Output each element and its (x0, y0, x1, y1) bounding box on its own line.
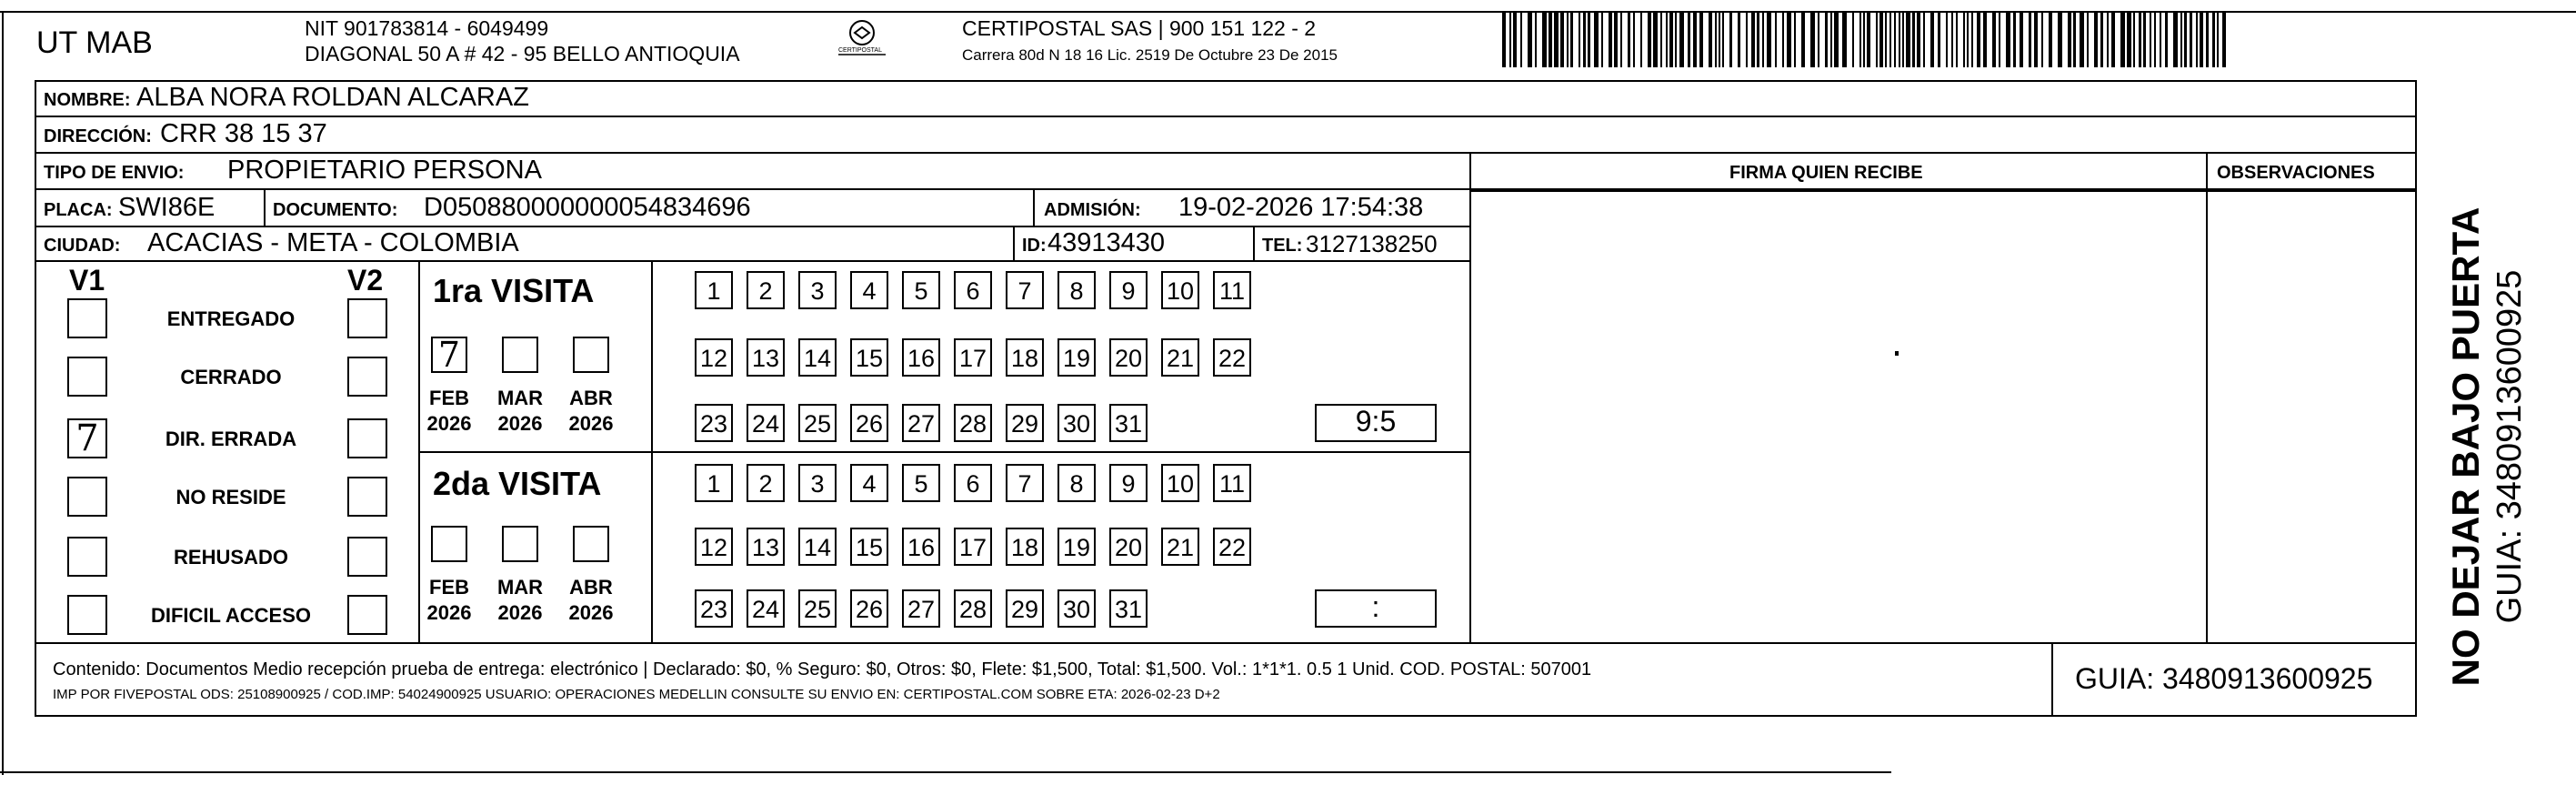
barcode-bar (2222, 11, 2226, 67)
barcode-bar (1917, 11, 1920, 67)
barcode-bar (1787, 11, 1791, 67)
barcode-bar (2206, 11, 2209, 67)
v2-checkbox[interactable] (347, 595, 387, 635)
barcode-bar (2165, 11, 2168, 67)
visit2-day-box[interactable]: 5 (902, 464, 940, 502)
barcode-bar (1842, 11, 1847, 67)
visit1-day-box[interactable]: 7 (1006, 271, 1044, 309)
barcode-bar (1614, 11, 1618, 67)
status-option-label: REHUSADO (174, 546, 288, 569)
nombre-label: NOMBRE: (44, 90, 131, 110)
barcode (1502, 11, 2231, 67)
tipo-envio-value: PROPIETARIO PERSONA (227, 156, 542, 185)
visit1-day-box[interactable]: 28 (954, 404, 992, 442)
barcode-bar (1810, 11, 1815, 67)
barcode-bar (1801, 11, 1805, 67)
barcode-bar (1509, 11, 1511, 67)
ciudad-value: ACACIAS - META - COLOMBIA (147, 228, 519, 257)
barcode-bar (2150, 11, 2151, 67)
visit1-day-box[interactable]: 30 (1057, 404, 1096, 442)
carrier-address: Carrera 80d N 18 16 Lic. 2519 De Octubre 23 De 2015 (962, 46, 1338, 64)
visit2-day-box[interactable]: 11 (1213, 464, 1251, 502)
barcode-bar (1794, 11, 1796, 67)
tipo-envio-label: TIPO DE ENVIO: (44, 163, 185, 183)
barcode-bar (1956, 11, 1958, 67)
barcode-bar (1863, 11, 1865, 67)
visit1-day-box[interactable]: 21 (1161, 338, 1199, 377)
status-option-label: ENTREGADO (166, 307, 296, 330)
visit1-month-checkbox[interactable] (573, 337, 609, 373)
visit2-day-box[interactable]: 22 (1213, 528, 1251, 566)
status-option-label: CERRADO (180, 366, 282, 388)
barcode-bar (1620, 11, 1622, 67)
barcode-bar (1738, 11, 1740, 67)
status-option-label: NO RESIDE (175, 486, 286, 508)
barcode-bar (1699, 11, 1703, 67)
barcode-bar (2184, 11, 2187, 67)
barcode-bar (1528, 11, 1532, 67)
visit2-title: 2da VISITA (433, 465, 602, 502)
signature-mark (1895, 351, 1899, 356)
visit1-day-box[interactable]: 16 (902, 338, 940, 377)
direccion-value: CRR 38 15 37 (160, 119, 327, 148)
placa-value: SWI86E (118, 193, 216, 222)
left-edge-line (2, 11, 4, 775)
barcode-bar (1830, 11, 1832, 67)
barcode-bar (1762, 11, 1764, 67)
barcode-bar (2173, 11, 2178, 67)
barcode-bar (1946, 11, 1948, 67)
visit1-day-box[interactable]: 17 (954, 338, 992, 377)
visit1-day-box[interactable]: 18 (1006, 338, 1044, 377)
visit2-month-checkbox[interactable] (431, 526, 467, 562)
v2-checkbox[interactable] (347, 418, 387, 458)
visit2-day-box[interactable]: 8 (1057, 464, 1096, 502)
visit1-day-box[interactable]: 2 (747, 271, 785, 309)
visit2-day-box[interactable]: 9 (1109, 464, 1148, 502)
visit1-day-box[interactable]: 20 (1109, 338, 1148, 377)
barcode-bar (2034, 11, 2038, 67)
barcode-bar (1983, 11, 1987, 67)
v1-checkbox[interactable]: 7 (67, 418, 107, 458)
visit2-day-box[interactable]: 17 (954, 528, 992, 566)
visit1-day-box[interactable]: 19 (1057, 338, 1096, 377)
visit2-day-box[interactable]: 1 (695, 464, 733, 502)
barcode-bar (1633, 11, 1635, 67)
visit1-day-box[interactable]: 8 (1057, 271, 1096, 309)
footer-guia: GUIA: 3480913600925 (2075, 662, 2373, 695)
row-line (35, 152, 2417, 154)
barcode-bar (1594, 11, 1599, 67)
barcode-bar (1818, 11, 1819, 67)
divider-placa (264, 188, 266, 226)
barcode-bar (2041, 11, 2043, 67)
barcode-bar (1852, 11, 1854, 67)
barcode-bar (1867, 11, 1870, 67)
barcode-bar (1588, 11, 1590, 67)
visit2-day-box[interactable]: 19 (1057, 528, 1096, 566)
visit1-day-box[interactable]: 13 (747, 338, 785, 377)
barcode-bar (1628, 11, 1630, 67)
divider-tel (1253, 226, 1255, 260)
direccion-label: DIRECCIÓN: (44, 126, 152, 146)
barcode-bar (2100, 11, 2103, 67)
barcode-bar (1583, 11, 1586, 67)
visit2-day-box[interactable]: 18 (1006, 528, 1044, 566)
visit2-day-box[interactable]: 21 (1161, 528, 1199, 566)
barcode-bar (1669, 11, 1673, 67)
barcode-bar (2020, 11, 2023, 67)
barcode-bar (1894, 11, 1896, 67)
barcode-bar (1609, 11, 1612, 67)
barcode-bar (2013, 11, 2016, 67)
barcode-bar (1757, 11, 1759, 67)
v2-checkbox[interactable] (347, 477, 387, 517)
barcode-bar (2143, 11, 2146, 67)
barcode-bar (1601, 11, 1603, 67)
side-guia: GUIA: 3480913600925 (2491, 269, 2529, 624)
visit2-day-box[interactable]: 20 (1109, 528, 1148, 566)
barcode-bar (1992, 11, 1996, 67)
visit2-day-box[interactable]: 26 (850, 589, 888, 628)
v1-checkbox[interactable] (67, 537, 107, 577)
row-line (35, 116, 2417, 117)
nombre-value: ALBA NORA ROLDAN ALCARAZ (136, 83, 529, 112)
visit2-day-box[interactable]: 4 (850, 464, 888, 502)
visit1-month-label: ABR 2026 (568, 387, 614, 435)
barcode-bar (2180, 11, 2182, 67)
v1-checkbox[interactable] (67, 298, 107, 338)
placa-label: PLACA: (44, 200, 113, 220)
divider-observaciones (2206, 152, 2208, 642)
barcode-bar (1963, 11, 1965, 67)
barcode-bar (1938, 11, 1940, 67)
documento-value: D050880000000054834696 (424, 193, 751, 222)
barcode-bar (1906, 11, 1910, 67)
barcode-bar (1513, 11, 1517, 67)
visit1-month-label: FEB 2026 (426, 387, 472, 435)
barcode-bar (2049, 11, 2052, 67)
visit2-day-box[interactable]: 12 (695, 528, 733, 566)
v2-checkbox[interactable] (347, 537, 387, 577)
logo-caption: CERTIPOSTAL (838, 47, 882, 54)
barcode-bar (1859, 11, 1861, 67)
visit2-day-box[interactable]: 25 (798, 589, 837, 628)
barcode-bar (1885, 11, 1887, 67)
barcode-bar (1567, 11, 1569, 67)
barcode-bar (1653, 11, 1658, 67)
barcode-bar (1693, 11, 1697, 67)
barcode-bar (1570, 11, 1573, 67)
barcode-bar (2200, 11, 2203, 67)
visit2-day-box[interactable]: 16 (902, 528, 940, 566)
tel-label: TEL: (1262, 236, 1303, 256)
barcode-bar (2120, 11, 2125, 67)
admision-value: 19-02-2026 17:54:38 (1178, 193, 1424, 222)
visit1-month-label: MAR 2026 (496, 387, 544, 435)
barcode-bar (1951, 11, 1953, 67)
admision-label: ADMISIÓN: (1044, 200, 1141, 220)
barcode-bar (2127, 11, 2131, 67)
visit2-day-box[interactable]: 31 (1109, 589, 1148, 628)
row-line (35, 642, 2417, 644)
company-name: UT MAB (36, 25, 153, 60)
visit1-day-box[interactable]: 26 (850, 404, 888, 442)
divider-admision (1033, 188, 1035, 226)
barcode-bar (1520, 11, 1522, 67)
carrier-name: CERTIPOSTAL SAS | 900 151 122 - 2 (962, 16, 1317, 40)
id-label: ID: (1022, 236, 1047, 256)
visit2-time-box[interactable]: : (1315, 589, 1437, 628)
barcode-bar (1879, 11, 1883, 67)
visit2-day-box[interactable]: 23 (695, 589, 733, 628)
ciudad-label: CIUDAD: (44, 236, 121, 256)
barcode-bar (2190, 11, 2192, 67)
barcode-bar (1876, 11, 1878, 67)
visit1-day-box[interactable]: 14 (798, 338, 837, 377)
barcode-bar (2087, 11, 2089, 67)
company-nit: NIT 901783814 - 6049499 (305, 16, 549, 40)
visit1-month-checkbox[interactable] (502, 337, 538, 373)
barcode-bar (1767, 11, 1771, 67)
barcode-bar (1715, 11, 1717, 67)
id-value: 43913430 (1047, 228, 1166, 257)
visit2-month-checkbox[interactable] (502, 526, 538, 562)
visit2-day-box[interactable]: 7 (1006, 464, 1044, 502)
barcode-bar (1579, 11, 1580, 67)
barcode-bar (1899, 11, 1900, 67)
barcode-bar (2139, 11, 2141, 67)
barcode-bar (1535, 11, 1537, 67)
barcode-bar (1660, 11, 1662, 67)
visit1-day-box[interactable]: 12 (695, 338, 733, 377)
visit1-day-box[interactable]: 29 (1006, 404, 1044, 442)
barcode-bar (1709, 11, 1712, 67)
barcode-bar (2006, 11, 2010, 67)
visit1-day-box[interactable]: 6 (954, 271, 992, 309)
barcode-bar (1825, 11, 1828, 67)
barcode-bar (1923, 11, 1925, 67)
barcode-bar (2029, 11, 2031, 67)
visit1-day-box[interactable]: 4 (850, 271, 888, 309)
barcode-bar (2212, 11, 2215, 67)
visit2-day-box[interactable]: 2 (747, 464, 785, 502)
barcode-bar (2068, 11, 2071, 67)
barcode-bar (1679, 11, 1684, 67)
barcode-bar (2094, 11, 2098, 67)
barcode-bar (1930, 11, 1934, 67)
visit2-day-box[interactable]: 3 (798, 464, 837, 502)
barcode-bar (1999, 11, 2000, 67)
divider-firma (1469, 152, 1471, 642)
barcode-bar (1782, 11, 1784, 67)
barcode-bar (1971, 11, 1973, 67)
company-address: DIAGONAL 50 A # 42 - 95 BELLO ANTIOQUIA (305, 42, 740, 65)
visit2-day-box[interactable]: 13 (747, 528, 785, 566)
barcode-bar (1834, 11, 1839, 67)
barcode-bar (2133, 11, 2135, 67)
visit1-day-box[interactable]: 9 (1109, 271, 1148, 309)
visit1-day-box[interactable]: 10 (1161, 271, 1199, 309)
barcode-bar (1977, 11, 1980, 67)
visit2-day-box[interactable]: 14 (798, 528, 837, 566)
barcode-bar (1688, 11, 1690, 67)
documento-label: DOCUMENTO: (273, 200, 398, 220)
firma-header: FIRMA QUIEN RECIBE (1729, 163, 1923, 183)
visit1-day-box[interactable]: 25 (798, 404, 837, 442)
visit1-day-box[interactable]: 3 (798, 271, 837, 309)
visit2-day-box[interactable]: 10 (1161, 464, 1199, 502)
barcode-bar (1542, 11, 1547, 67)
visit2-month-checkbox[interactable] (573, 526, 609, 562)
barcode-bar (1889, 11, 1891, 67)
v2-checkbox[interactable] (347, 298, 387, 338)
status-option-label: DIFICIL ACCESO (150, 604, 311, 627)
visit2-day-box[interactable]: 29 (1006, 589, 1044, 628)
barcode-bar (1675, 11, 1677, 67)
visit2-day-box[interactable]: 28 (954, 589, 992, 628)
footer-content: Contenido: Documentos Medio recepción prueba de entrega: electrónico | Declarado: $0, % Seguro: $0, Otros: $0, Flete: $1,500, Total: $1,500. Vol.: 1*1*1. 0.5 1 Unid. COD. POSTAL: 507001 (53, 659, 1592, 679)
barcode-bar (1640, 11, 1642, 67)
barcode-bar (1648, 11, 1651, 67)
visit2-day-box[interactable]: 24 (747, 589, 785, 628)
visit1-month-checkbox[interactable]: 7 (431, 337, 467, 373)
visit2-day-box[interactable]: 27 (902, 589, 940, 628)
v1-checkbox[interactable] (67, 595, 107, 635)
row-line (35, 260, 1469, 262)
barcode-bar (1549, 11, 1552, 67)
barcode-bar (2154, 11, 2156, 67)
barcode-bar (1751, 11, 1755, 67)
barcode-bar (1666, 11, 1668, 67)
visit1-time-box[interactable]: 9:5 (1315, 404, 1437, 442)
tel-value: 3127138250 (1306, 230, 1438, 257)
v1-checkbox[interactable] (67, 357, 107, 397)
barcode-bar (1902, 11, 1904, 67)
visit2-day-box[interactable]: 6 (954, 464, 992, 502)
barcode-bar (1502, 11, 1506, 67)
visit2-day-box[interactable]: 30 (1057, 589, 1096, 628)
visit1-day-box[interactable]: 31 (1109, 404, 1148, 442)
divider-id (1013, 226, 1015, 260)
visit1-day-box[interactable]: 1 (695, 271, 733, 309)
visit1-day-box[interactable]: 11 (1213, 271, 1251, 309)
barcode-bar (2217, 11, 2219, 67)
barcode-bar (1729, 11, 1732, 67)
v1-label: V1 (69, 264, 105, 297)
visit2-day-box[interactable]: 15 (850, 528, 888, 566)
barcode-bar (2160, 11, 2161, 67)
observaciones-header: OBSERVACIONES (2217, 163, 2375, 183)
side-warning: NO DEJAR BAJO PUERTA (2444, 206, 2487, 687)
barcode-bar (1554, 11, 1559, 67)
divider-visit2 (418, 451, 1469, 453)
status-option-label: DIR. ERRADA (165, 428, 297, 450)
visit2-month-label: FEB 2026 (426, 576, 472, 624)
certipostal-logo (835, 18, 889, 64)
barcode-bar (2107, 11, 2109, 67)
visit2-month-label: ABR 2026 (568, 576, 614, 624)
barcode-bar (2080, 11, 2084, 67)
barcode-bar (2111, 11, 2115, 67)
footer-imp: IMP POR FIVEPOSTAL ODS: 25108900925 / COD.IMP: 54024900925 USUARIO: OPERACIONES MEDELLIN CONSULTE SU ENVIO EN: CERTIPOSTAL.COM SOBRE ETA: 2026-02-23 D+2 (53, 687, 1220, 702)
barcode-bar (2196, 11, 2198, 67)
visit1-day-box[interactable]: 22 (1213, 338, 1251, 377)
barcode-bar (1719, 11, 1720, 67)
visit2-month-label: MAR 2026 (496, 576, 544, 624)
barcode-bar (1746, 11, 1748, 67)
v2-checkbox[interactable] (347, 357, 387, 397)
divider-footer-guia (2051, 642, 2053, 717)
visit1-day-box[interactable]: 5 (902, 271, 940, 309)
barcode-bar (1560, 11, 1564, 67)
visit1-day-box[interactable]: 15 (850, 338, 888, 377)
visit1-day-box[interactable]: 23 (695, 404, 733, 442)
barcode-bar (2073, 11, 2076, 67)
row-line (1469, 190, 2417, 192)
v1-checkbox[interactable] (67, 477, 107, 517)
barcode-bar (2058, 11, 2062, 67)
barcode-bar (1775, 11, 1777, 67)
visit1-day-box[interactable]: 27 (902, 404, 940, 442)
v2-label: V2 (347, 264, 384, 297)
visit1-title: 1ra VISITA (433, 272, 595, 309)
barcode-bar (1912, 11, 1915, 67)
visit1-day-box[interactable]: 24 (747, 404, 785, 442)
barcode-bar (1967, 11, 1969, 67)
barcode-bar (1722, 11, 1724, 67)
bottom-edge-line (0, 771, 1891, 773)
